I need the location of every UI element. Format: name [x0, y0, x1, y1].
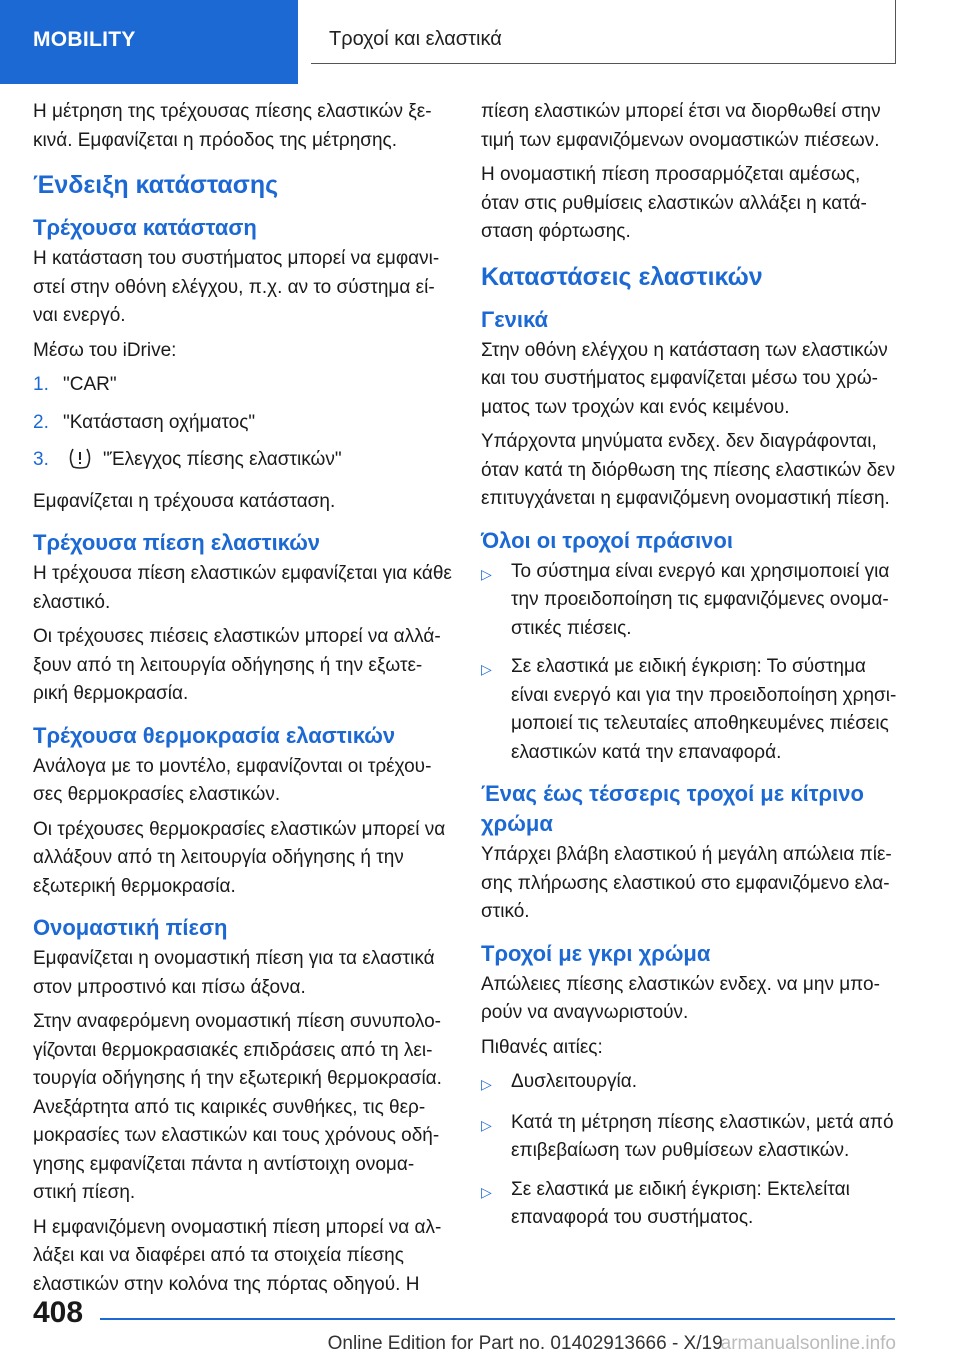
triangle-right-icon: ▷ — [481, 1116, 492, 1133]
list-item-text: Δυσλειτουργία. — [511, 1071, 637, 1092]
step-text: "CAR" — [63, 374, 117, 395]
paragraph: Μέσω του iDrive: — [33, 339, 177, 361]
paragraph: Η μέτρηση της τρέχουσας πίεσης ελαστικών ξε-κινά. Εμφανίζεται η πρόοδος της μέτρησης. — [33, 101, 432, 151]
list-item — [481, 1068, 901, 1099]
triangle-right-icon: ▷ — [481, 1183, 492, 1200]
heading-status-display: Ένδειξη κατάστασης — [33, 171, 279, 199]
triangle-right-icon: ▷ — [481, 565, 492, 582]
footer-divider — [100, 1318, 895, 1320]
chapter-title: Τροχοί και ελαστικά — [311, 0, 896, 64]
paragraph: Στην αναφερόμενη ονομαστική πίεση συνυπολο-γίζονται θερμοκρασιακές επιδράσεις από τη λει-τουργία οδήγησης ή την εξωτερική θερμοκρασία. Ανεξάρτητα από τις καιρικές συνθήκες, τις θερ-μοκρασίες των ελαστικών και τους χρόνους οδή-γησης εμφανίζεται πάντα η αντίστοιχη ονομα-στική πίεση. — [33, 1011, 442, 1203]
list-item-text: Σε ελαστικά με ειδική έγκριση: Εκτελείται επαναφορά του συστήματος. — [511, 1178, 850, 1228]
triangle-right-icon: ▷ — [481, 1076, 492, 1092]
heading-tire-states: Καταστάσεις ελαστικών — [481, 262, 763, 291]
paragraph: Η ονομαστική πίεση προσαρμόζεται αμέσως, όταν στις ρυθμίσεις ελαστικών αλλάξει η κατά-σταση φόρτωσης. — [481, 164, 867, 242]
tire-pressure-warning-icon — [67, 447, 93, 479]
heading-all-green: Όλοι οι τροχοί πράσινοι — [481, 527, 733, 553]
list-item — [481, 653, 901, 767]
page-number: 408 — [33, 1296, 84, 1329]
list-item — [33, 371, 453, 400]
list-item-text: Το σύστημα είναι ενεργό και χρησιμοποιεί για την προειδοποίηση τις εμφανιζόμενες ονομα-στικές πιέσεις. — [511, 560, 890, 639]
list-item — [481, 558, 901, 644]
step-text: "Έλεγχος πίεσης ελαστικών" — [103, 449, 342, 470]
paragraph: Στην οθόνη ελέγχου η κατάσταση των ελαστικών και του συστήματος εμφανίζεται μέσω του χρώ-ματος των τροχών και ενός κειμένου. — [481, 339, 888, 418]
paragraph: Η εμφανιζόμενη ονομαστική πίεση μπορεί να αλ-λάξει και να διαφέρει από τα στοιχεία πίεσης ελαστικών στην κολόνα της πόρτας οδηγού. Η — [33, 1216, 442, 1295]
edition-text: Online Edition for Part no. 01402913666 - X/19 — [327, 1333, 723, 1354]
step-number: 3. — [33, 449, 49, 470]
list-item — [481, 1176, 901, 1233]
paragraph: Πιθανές αιτίες: — [481, 1036, 603, 1058]
heading-general: Γενικά — [481, 306, 549, 332]
step-text: "Κατάσταση οχήματος" — [63, 411, 256, 433]
triangle-right-icon: ▷ — [481, 661, 492, 677]
paragraph: Υπάρχει βλάβη ελαστικού ή μεγάλη απώλεια πίε-σης πλήρωσης ελαστικού στο εμφανιζόμενο ελα-στικό. — [481, 844, 892, 922]
watermark: armanualsonline.info — [720, 1333, 896, 1354]
paragraph: Απώλειες πίεσης ελαστικών ενδεχ. να μην μπο-ρούν να αναγνωριστούν. — [481, 973, 880, 1023]
step-number: 2. — [33, 411, 49, 433]
paragraph: πίεση ελαστικών μπορεί έτσι να διορθωθεί στην τιμή των εμφανιζόμενων ονομαστικών πιέσεων. — [481, 101, 881, 151]
grey-list — [481, 1068, 901, 1233]
heading-current-pressure: Τρέχουσα πίεση ελαστικών — [33, 530, 321, 555]
heading-nominal-pressure: Ονομαστική πίεση — [33, 915, 228, 940]
paragraph: Οι τρέχουσες θερμοκρασίες ελαστικών μπορεί να αλλάξουν από τη λειτουργία οδήγησης ή την εξωτερική θερμοκρασία. — [33, 818, 446, 897]
paragraph: Εμφανίζεται η τρέχουσα κατάσταση. — [33, 490, 336, 512]
step-number: 1. — [33, 374, 49, 395]
paragraph: Εμφανίζεται η ονομαστική πίεση για τα ελαστικά στον μπροστινό και πίσω άξονα. — [33, 948, 435, 998]
list-item — [33, 446, 453, 479]
heading-current-temperature: Τρέχουσα θερμοκρασία ελαστικών — [33, 722, 396, 748]
heading-current-status: Τρέχουσα κατάσταση — [33, 215, 257, 240]
paragraph: Η κατάσταση του συστήματος μπορεί να εμφανι-στεί στην οθόνη ελέγχου, π.χ. αν το σύστημα εί-ναι ενεργό. — [33, 248, 440, 326]
paragraph: Ανάλογα με το μοντέλο, εμφανίζονται οι τρέχου-σες θερμοκρασίες ελαστικών. — [33, 755, 432, 805]
right-column — [481, 98, 901, 1243]
list-item — [33, 409, 453, 438]
paragraph: Υπάρχοντα μηνύματα ενδεχ. δεν διαγράφονται, όταν κατά τη διόρθωση της πίεσης ελαστικών δεν επιτυγχάνεται η εμφανιζόμενη ονομαστική πίεση. — [481, 431, 896, 509]
heading-grey: Τροχοί με γκρι χρώμα — [481, 940, 711, 966]
list-item — [481, 1109, 901, 1166]
list-item-text: Σε ελαστικά με ειδική έγκριση: Το σύστημα είναι ενεργό και για την προειδοποίηση χρησι-μοποιεί τις τελευταίες αποθηκευμένες πιέσεις ελαστικών κατά την επαναφορά. — [511, 656, 897, 763]
list-item-text: Κατά τη μέτρηση πίεσης ελαστικών, μετά από επιβεβαίωση των ρυθμίσεων ελαστικών. — [511, 1111, 894, 1161]
paragraph: Οι τρέχουσες πιέσεις ελαστικών μπορεί να αλλά-ξουν από τη λειτουργία οδήγησης ή την εξωτε-ρική θερμοκρασία. — [33, 626, 441, 704]
left-column — [33, 98, 453, 1305]
footer-edition — [302, 1333, 896, 1355]
idrive-steps — [33, 371, 453, 479]
heading-yellow: Ένας έως τέσσερις τροχοί με κίτρινο χρώμα — [481, 781, 864, 836]
green-list — [481, 558, 901, 768]
paragraph: Η τρέχουσα πίεση ελαστικών εμφανίζεται για κάθε ελαστικό. — [33, 563, 452, 613]
section-tab: MOBILITY — [0, 0, 298, 84]
